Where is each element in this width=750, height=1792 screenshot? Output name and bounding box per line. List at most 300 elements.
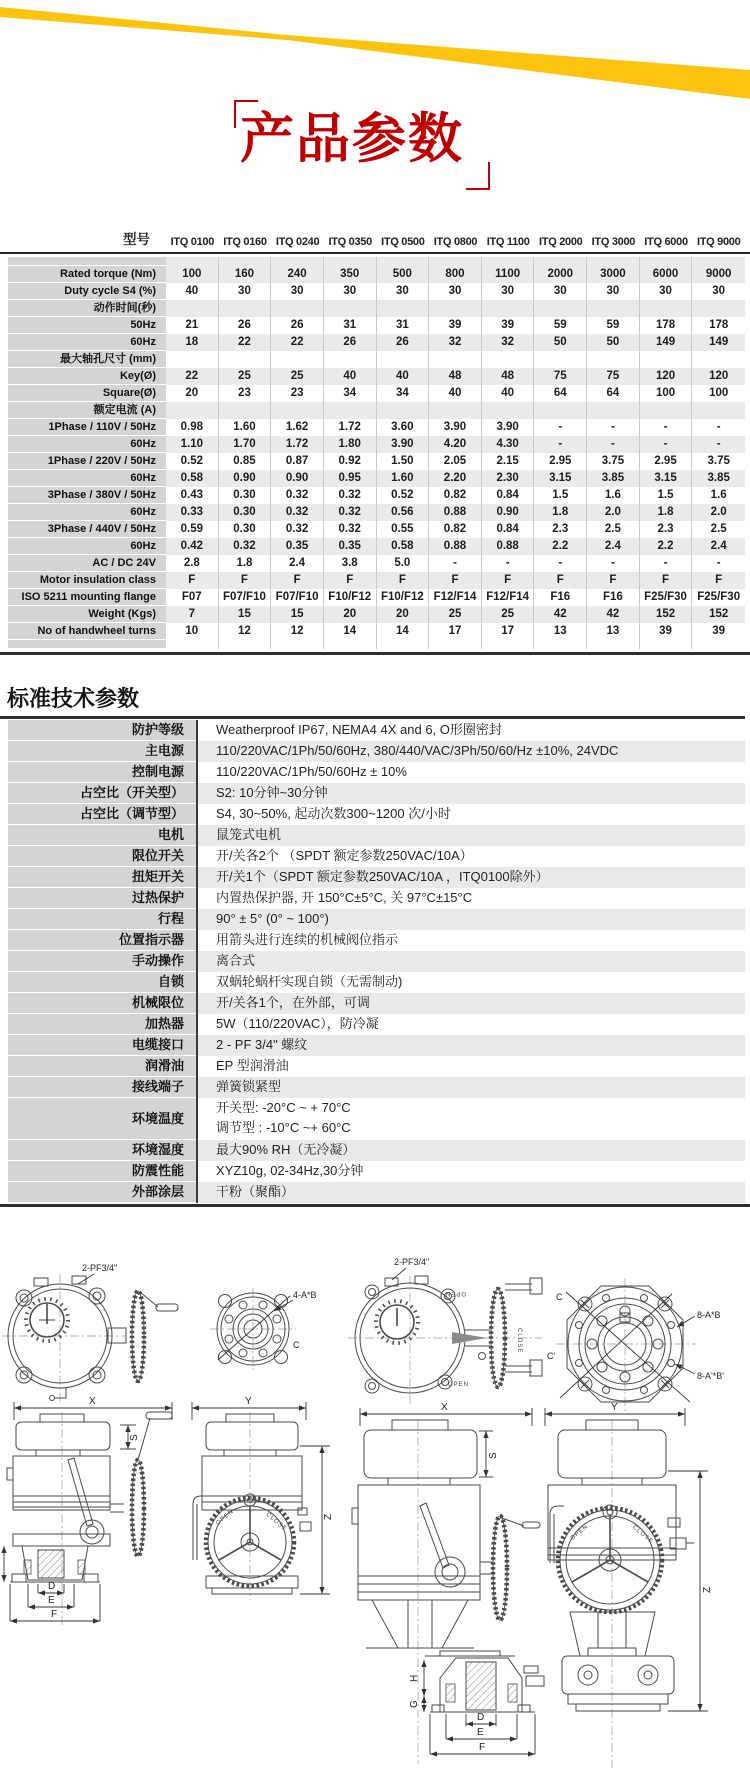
- tech-value-line: 离合式: [216, 953, 256, 968]
- spec-cell: [587, 640, 640, 649]
- model-header: ITQ 3000: [591, 236, 636, 248]
- spec-cell: 2.30: [482, 470, 535, 487]
- spec-cell: [534, 640, 587, 649]
- spec-cell: F07: [166, 589, 219, 606]
- drawing-base-detail-large: [409, 1651, 544, 1754]
- spec-cell: 0.88: [429, 504, 482, 521]
- spec-row-label: Key(Ø): [8, 368, 166, 385]
- spec-cell: 3.8: [324, 555, 377, 572]
- spec-cell: 32: [429, 334, 482, 351]
- page-title: 产品参数: [240, 109, 464, 169]
- tech-row: [0, 888, 745, 909]
- spec-cell: -: [587, 436, 640, 453]
- spec-row-label: [8, 640, 166, 649]
- spec-cell: [429, 300, 482, 317]
- spec-data-row: [0, 385, 745, 402]
- spec-cell: 100: [640, 385, 693, 402]
- spec-cell: F25/F30: [697, 591, 741, 603]
- spec-cell: 0.35: [271, 538, 324, 555]
- spec-cell: [587, 351, 640, 368]
- spec-cell: 800: [429, 266, 482, 283]
- model-header: ITQ 0240: [275, 236, 320, 248]
- spec-cell: 2.0: [692, 504, 745, 521]
- spec-cell: 75: [534, 368, 587, 385]
- tech-value-line: 2 - PF 3/4" 螺纹: [216, 1037, 308, 1052]
- spec-cell: 0.30: [219, 521, 272, 538]
- spec-cell: 39: [482, 317, 535, 334]
- spec-cell: [482, 257, 535, 266]
- handwheel-side-icon: [480, 1516, 540, 1620]
- tech-row-label: 过热保护: [8, 888, 196, 909]
- tech-table-bottom-rule: [0, 1204, 750, 1207]
- spec-cell: 22: [219, 334, 272, 351]
- spec-cell: 0.35: [324, 538, 377, 555]
- spec-cell: 17: [429, 623, 482, 640]
- spec-row-label: [8, 257, 166, 266]
- spec-cell: 0.32: [324, 504, 377, 521]
- spec-row-label: 1Phase / 110V / 50Hz: [8, 419, 166, 436]
- spec-row-label: Rated torque (Nm): [8, 266, 166, 283]
- spec-cell: [587, 257, 640, 266]
- position-indicator-icon: [26, 1299, 68, 1341]
- spec-data-row: [0, 589, 745, 606]
- spec-cell: 0.59: [166, 521, 219, 538]
- tech-row-value: [198, 972, 745, 993]
- drawing-top-view-large: [348, 1257, 542, 1404]
- drawing-front-elevation-large: [545, 1402, 713, 1768]
- yellow-ribbon: [0, 0, 750, 110]
- spec-cell: 30: [219, 283, 272, 300]
- model-header: ITQ 6000: [644, 236, 688, 248]
- dim-z-label: Z: [702, 1586, 713, 1593]
- spec-cell: 7: [166, 606, 219, 623]
- tech-value-line: 开/关1个（SPDT 额定参数250VAC/10A ，ITQ0100除外）: [216, 869, 549, 884]
- clutch-knob-icon: [80, 1520, 104, 1544]
- spec-cell: 0.90: [219, 470, 272, 487]
- spec-row-label: 60Hz: [8, 538, 166, 555]
- spec-cell: [482, 351, 535, 368]
- spec-cell: 0.82: [429, 487, 482, 504]
- spec-cell: 1.6: [587, 487, 640, 504]
- spec-cell: [166, 402, 219, 419]
- tech-row-label: 行程: [8, 909, 196, 930]
- spec-cell: 2.4: [587, 538, 640, 555]
- tech-row: [0, 909, 745, 930]
- spec-cell: 1.62: [271, 419, 324, 436]
- spec-cell: 25: [219, 368, 272, 385]
- tech-row-label: 控制电源: [8, 762, 196, 783]
- spec-cell: 30: [271, 283, 324, 300]
- title-bracket-top-left-icon: [234, 100, 258, 128]
- spec-cell: F12/F14: [482, 589, 535, 606]
- spec-cell: 0.90: [271, 470, 324, 487]
- spec-cell: F: [692, 572, 745, 589]
- spec-cell: 12: [271, 623, 324, 640]
- tech-row-value: [198, 993, 745, 1014]
- spec-cell: [640, 402, 693, 419]
- spec-cell: F: [587, 572, 640, 589]
- tech-row-value: [198, 930, 745, 951]
- spec-cell: [482, 402, 535, 419]
- spec-cell: 100: [166, 266, 219, 283]
- spec-cell: [534, 351, 587, 368]
- spec-cell: 0.88: [429, 538, 482, 555]
- drawing-flange-4ab: [210, 1288, 317, 1372]
- spec-cell: 14: [324, 623, 377, 640]
- tech-row: [0, 930, 745, 951]
- tech-row: [0, 867, 745, 888]
- spec-cell: [429, 351, 482, 368]
- spec-row-label: Duty cycle S4 (%): [8, 283, 166, 300]
- spec-cell: 14: [377, 623, 430, 640]
- tech-row-label: 主电源: [8, 741, 196, 762]
- spec-cell: 20: [166, 385, 219, 402]
- spec-cell: 64: [587, 385, 640, 402]
- crank-handle-icon: [550, 1506, 564, 1563]
- spec-cell: 100: [709, 387, 729, 399]
- spec-cell: [377, 351, 430, 368]
- spec-cell: 2.5: [710, 523, 727, 535]
- spec-cell: 0.95: [324, 470, 377, 487]
- tech-value-line: 干粉（聚酯）: [216, 1184, 295, 1199]
- spec-cell: 6000: [640, 266, 693, 283]
- spec-cell: 2.3: [534, 521, 587, 538]
- dim-g-label: G: [409, 1700, 420, 1708]
- tech-row-label: 电缆接口: [8, 1035, 196, 1056]
- tech-row: [0, 762, 745, 783]
- spec-cell: 1.8: [534, 504, 587, 521]
- clutch-knob-icon: [435, 1557, 465, 1587]
- spec-row-label: 动作时间(秒): [8, 300, 166, 317]
- spec-data-row: [0, 521, 745, 538]
- spec-cell: 240: [271, 266, 324, 283]
- drawing-flange-8ab: [547, 1278, 724, 1412]
- spec-cell: 3000: [587, 266, 640, 283]
- spec-cell: 0.43: [166, 487, 219, 504]
- conduit-label: 2-PF3/4": [394, 1257, 430, 1267]
- spec-cell: 15: [219, 606, 272, 623]
- spec-cell: -: [534, 419, 587, 436]
- spec-data-row: [0, 436, 745, 453]
- spec-row-label: 60Hz: [8, 470, 166, 487]
- tech-value-line: 110/220VAC/1Ph/50/60Hz, 380/440/VAC/3Ph/50/60/Hz ±10%, 24VDC: [216, 743, 619, 758]
- spec-data-row: [0, 453, 745, 470]
- spec-cell: 1.8: [219, 555, 272, 572]
- dim-c-label: C: [556, 1292, 563, 1302]
- drawing-front-elevation-small: [192, 1396, 334, 1600]
- tech-row-label: 机械限位: [8, 993, 196, 1014]
- tech-row: [0, 825, 745, 846]
- corner-bolt-icon: [16, 1288, 105, 1383]
- spec-table-header: [0, 224, 745, 248]
- spec-cell: F07/F10: [271, 589, 324, 606]
- spec-cell: [324, 300, 377, 317]
- spec-cell: 0.85: [219, 453, 272, 470]
- open-label: OPEN: [569, 1523, 590, 1542]
- tech-value-line: 5W（110/220VAC），防冷凝: [216, 1016, 379, 1031]
- spec-cell: 31: [377, 317, 430, 334]
- model-header: ITQ 0500: [381, 236, 425, 248]
- handwheel-side-icon: [108, 1291, 178, 1381]
- spec-cell: [271, 351, 324, 368]
- spec-cell: 3.90: [482, 419, 535, 436]
- spec-cell: F: [429, 572, 482, 589]
- spec-cell: 1.6: [710, 489, 727, 501]
- tech-row-label: 电机: [8, 825, 196, 846]
- spec-cell: -: [429, 555, 482, 572]
- spec-cell: [166, 257, 219, 266]
- drawing-top-view-small: [2, 1263, 178, 1402]
- spec-cell: 39: [429, 317, 482, 334]
- tech-value-line: 双蜗轮蜗杆实现自锁（无需制动): [216, 974, 403, 989]
- spec-cell: 3.75: [587, 453, 640, 470]
- open-label: OPEN: [215, 1508, 236, 1527]
- spec-cell: 50: [534, 334, 587, 351]
- dim-x-label: X: [89, 1396, 96, 1407]
- spec-cell: 0.32: [324, 487, 377, 504]
- spec-cell: 1.5: [534, 487, 587, 504]
- spec-cell: 0.33: [166, 504, 219, 521]
- spec-row-label: 50Hz: [8, 317, 166, 334]
- flange-bolt-label: 8-A*B: [697, 1310, 721, 1320]
- tech-row-value: [198, 951, 745, 972]
- spec-data-row: [0, 555, 745, 572]
- spec-cell: 3.60: [377, 419, 430, 436]
- spec-cell: 2.4: [271, 555, 324, 572]
- spec-cell: 30: [324, 283, 377, 300]
- spec-cell: 20: [324, 606, 377, 623]
- spec-data-row: [0, 317, 745, 334]
- dim-z-label: Z: [323, 1513, 334, 1520]
- dim-e-label: E: [477, 1727, 484, 1738]
- spec-cell: 30: [534, 283, 587, 300]
- spec-cell: 0.58: [377, 538, 430, 555]
- spec-cell: 40: [324, 368, 377, 385]
- spec-cell: 3.15: [640, 470, 693, 487]
- spec-cell: 40: [377, 368, 430, 385]
- spec-cell: 2.2: [640, 538, 693, 555]
- spec-cell: 25: [429, 606, 482, 623]
- tech-row-value: [198, 1035, 745, 1056]
- close-label: CLOSE: [631, 1524, 655, 1546]
- tech-value-line: 鼠笼式电机: [216, 827, 282, 842]
- conduit-label: 2-PF3/4": [82, 1263, 118, 1273]
- spec-cell: 3.85: [692, 470, 745, 487]
- spec-cell: 42: [534, 606, 587, 623]
- spec-spacer-row: [0, 257, 745, 266]
- spec-cell: F07/F10: [219, 589, 272, 606]
- spec-cell: 120: [692, 368, 745, 385]
- spec-table: [0, 224, 750, 649]
- tech-row-value: [198, 741, 745, 762]
- model-header: ITQ 0100: [170, 236, 215, 248]
- spec-cell: [692, 351, 745, 368]
- close-label: CLOSE: [264, 1511, 288, 1533]
- model-header: ITQ 1100: [486, 236, 530, 248]
- dim-s-label: S: [488, 1452, 499, 1459]
- model-header: ITQ 0350: [328, 236, 372, 248]
- spec-row-label: 60Hz: [8, 504, 166, 521]
- tech-row-label: 环境湿度: [8, 1140, 196, 1161]
- dim-d-label: D: [477, 1712, 485, 1723]
- dim-x-label: X: [441, 1402, 448, 1413]
- spec-cell: 31: [324, 317, 377, 334]
- spec-cell: -: [716, 421, 721, 433]
- tech-value-line: 110/220VAC/1Ph/50/60Hz ± 10%: [216, 764, 407, 779]
- spec-cell: 152: [692, 606, 745, 623]
- tech-value-line: 开/关各1个，在外部，可调: [216, 995, 370, 1010]
- tech-section-heading: 标准技术参数: [7, 686, 140, 711]
- spec-cell: [166, 351, 219, 368]
- spec-cell: 1100: [482, 266, 535, 283]
- spec-cell: 0.32: [271, 504, 324, 521]
- spec-cell: [324, 402, 377, 419]
- tech-table: [0, 716, 745, 1203]
- tech-row-label: 占空比（调节型）: [8, 804, 196, 825]
- spec-cell: 26: [271, 317, 324, 334]
- tech-value-line: 弹簧锁紧型: [216, 1079, 282, 1094]
- spec-cell: [219, 640, 272, 649]
- spec-cell: -: [640, 436, 693, 453]
- tech-value-line: 开关型: -20°C ~ + 70°C: [216, 1100, 351, 1115]
- spec-cell: 3.15: [534, 470, 587, 487]
- spec-cell: F25/F30: [640, 589, 693, 606]
- spec-cell: F10/F12: [324, 589, 377, 606]
- spec-cell: 30: [640, 283, 693, 300]
- spec-row-label: 3Phase / 380V / 50Hz: [8, 487, 166, 504]
- spec-cell: 149: [640, 334, 693, 351]
- spec-cell: 0.84: [482, 521, 535, 538]
- spec-section-row: [0, 300, 745, 317]
- spec-cell: -: [716, 557, 721, 569]
- spec-row-label: 1Phase / 220V / 50Hz: [8, 453, 166, 470]
- spec-cell: 1.60: [377, 470, 430, 487]
- spec-cell: 22: [166, 368, 219, 385]
- tech-row: [0, 804, 745, 825]
- spec-cell: 0.42: [166, 538, 219, 555]
- spec-cell: 12: [219, 623, 272, 640]
- spec-cell: [219, 300, 272, 317]
- spec-cell: 30: [429, 283, 482, 300]
- close-label: CLOSE: [516, 1328, 522, 1354]
- spec-cell: [219, 402, 272, 419]
- spec-cell: F16: [534, 589, 587, 606]
- drawing-side-elevation-small: [4, 1396, 172, 1628]
- tech-row-label: 限位开关: [8, 846, 196, 867]
- spec-cell: 4.30: [482, 436, 535, 453]
- tech-row: [0, 1140, 745, 1161]
- tech-row-value: [198, 867, 745, 888]
- spec-row-label: 60Hz: [8, 334, 166, 351]
- tech-row: [0, 1182, 745, 1203]
- spec-spacer-row: [0, 640, 745, 649]
- spec-data-row: [0, 266, 745, 283]
- spec-cell: 2.05: [429, 453, 482, 470]
- tech-value-line: 最大90% RH（无冷凝）: [216, 1142, 356, 1157]
- spec-cell: F10/F12: [377, 589, 430, 606]
- spec-cell: 2.15: [482, 453, 535, 470]
- spec-cell: 2.0: [587, 504, 640, 521]
- spec-cell: F: [166, 572, 219, 589]
- spec-cell: 32: [482, 334, 535, 351]
- spec-cell: 0.52: [377, 487, 430, 504]
- dim-s-label: S: [129, 1434, 140, 1441]
- ribbon-shape: [0, 7, 750, 99]
- spec-cell: -: [587, 419, 640, 436]
- tech-value-line: XYZ10g, 02-34Hz,30分钟: [216, 1163, 364, 1178]
- spec-cell: 40: [429, 385, 482, 402]
- spec-cell: [587, 402, 640, 419]
- spec-cell: -: [587, 555, 640, 572]
- spec-cell: 500: [377, 266, 430, 283]
- spec-cell: [324, 257, 377, 266]
- spec-cell: F: [324, 572, 377, 589]
- spec-cell: 42: [587, 606, 640, 623]
- spec-cell: 0.84: [482, 487, 535, 504]
- spec-cell: 30: [712, 285, 726, 297]
- spec-cell: [640, 300, 693, 317]
- spec-cell: [219, 257, 272, 266]
- spec-cell: F16: [587, 589, 640, 606]
- tech-value-line: EP 型润滑油: [216, 1058, 289, 1073]
- spec-cell: F: [271, 572, 324, 589]
- dim-y-label: Y: [611, 1402, 618, 1413]
- spec-cell: [692, 300, 745, 317]
- spec-section-row: [0, 351, 745, 368]
- spec-data-row: [0, 283, 745, 300]
- spec-cell: 39: [712, 625, 726, 637]
- spec-cell: [271, 257, 324, 266]
- spec-row-label: 3Phase / 440V / 50Hz: [8, 521, 166, 538]
- tech-row-label: 防护等级: [8, 720, 196, 741]
- tech-row-value: [198, 825, 745, 846]
- tech-row-value: [198, 1140, 745, 1161]
- dim-f-label: F: [51, 1609, 58, 1620]
- tech-row-label: 接线端子: [8, 1077, 196, 1098]
- spec-cell: 21: [166, 317, 219, 334]
- spec-cell: [166, 300, 219, 317]
- tech-row-value: [198, 1077, 745, 1098]
- spec-cell: 23: [271, 385, 324, 402]
- tech-row-value: [198, 888, 745, 909]
- spec-row-label: ISO 5211 mounting flange: [8, 589, 166, 606]
- tech-row-value: [198, 1014, 745, 1035]
- spec-cell: [429, 257, 482, 266]
- spec-cell: 23: [219, 385, 272, 402]
- spec-cell: 9000: [692, 266, 745, 283]
- tech-row-label: 环境温度: [8, 1098, 196, 1140]
- tech-row-value: [198, 1182, 745, 1203]
- spec-cell: -: [534, 436, 587, 453]
- dim-y-label: Y: [245, 1396, 252, 1407]
- drawing-side-elevation-large: [352, 1402, 540, 1764]
- spec-cell: 2.8: [166, 555, 219, 572]
- spec-cell: [377, 402, 430, 419]
- spec-cell: [587, 300, 640, 317]
- spec-cell: [640, 640, 693, 649]
- spec-cell: 0.32: [324, 521, 377, 538]
- tech-row-value: [198, 846, 745, 867]
- handwheel-front-icon: [558, 1505, 662, 1612]
- technical-drawings: [0, 1208, 750, 1792]
- spec-cell: 15: [271, 606, 324, 623]
- spec-cell: [429, 402, 482, 419]
- spec-cell: 26: [377, 334, 430, 351]
- spec-cell: 10: [166, 623, 219, 640]
- spec-row-label: Weight (Kgs): [8, 606, 166, 623]
- model-header: ITQ 2000: [539, 236, 583, 248]
- tech-row-label: 防震性能: [8, 1161, 196, 1182]
